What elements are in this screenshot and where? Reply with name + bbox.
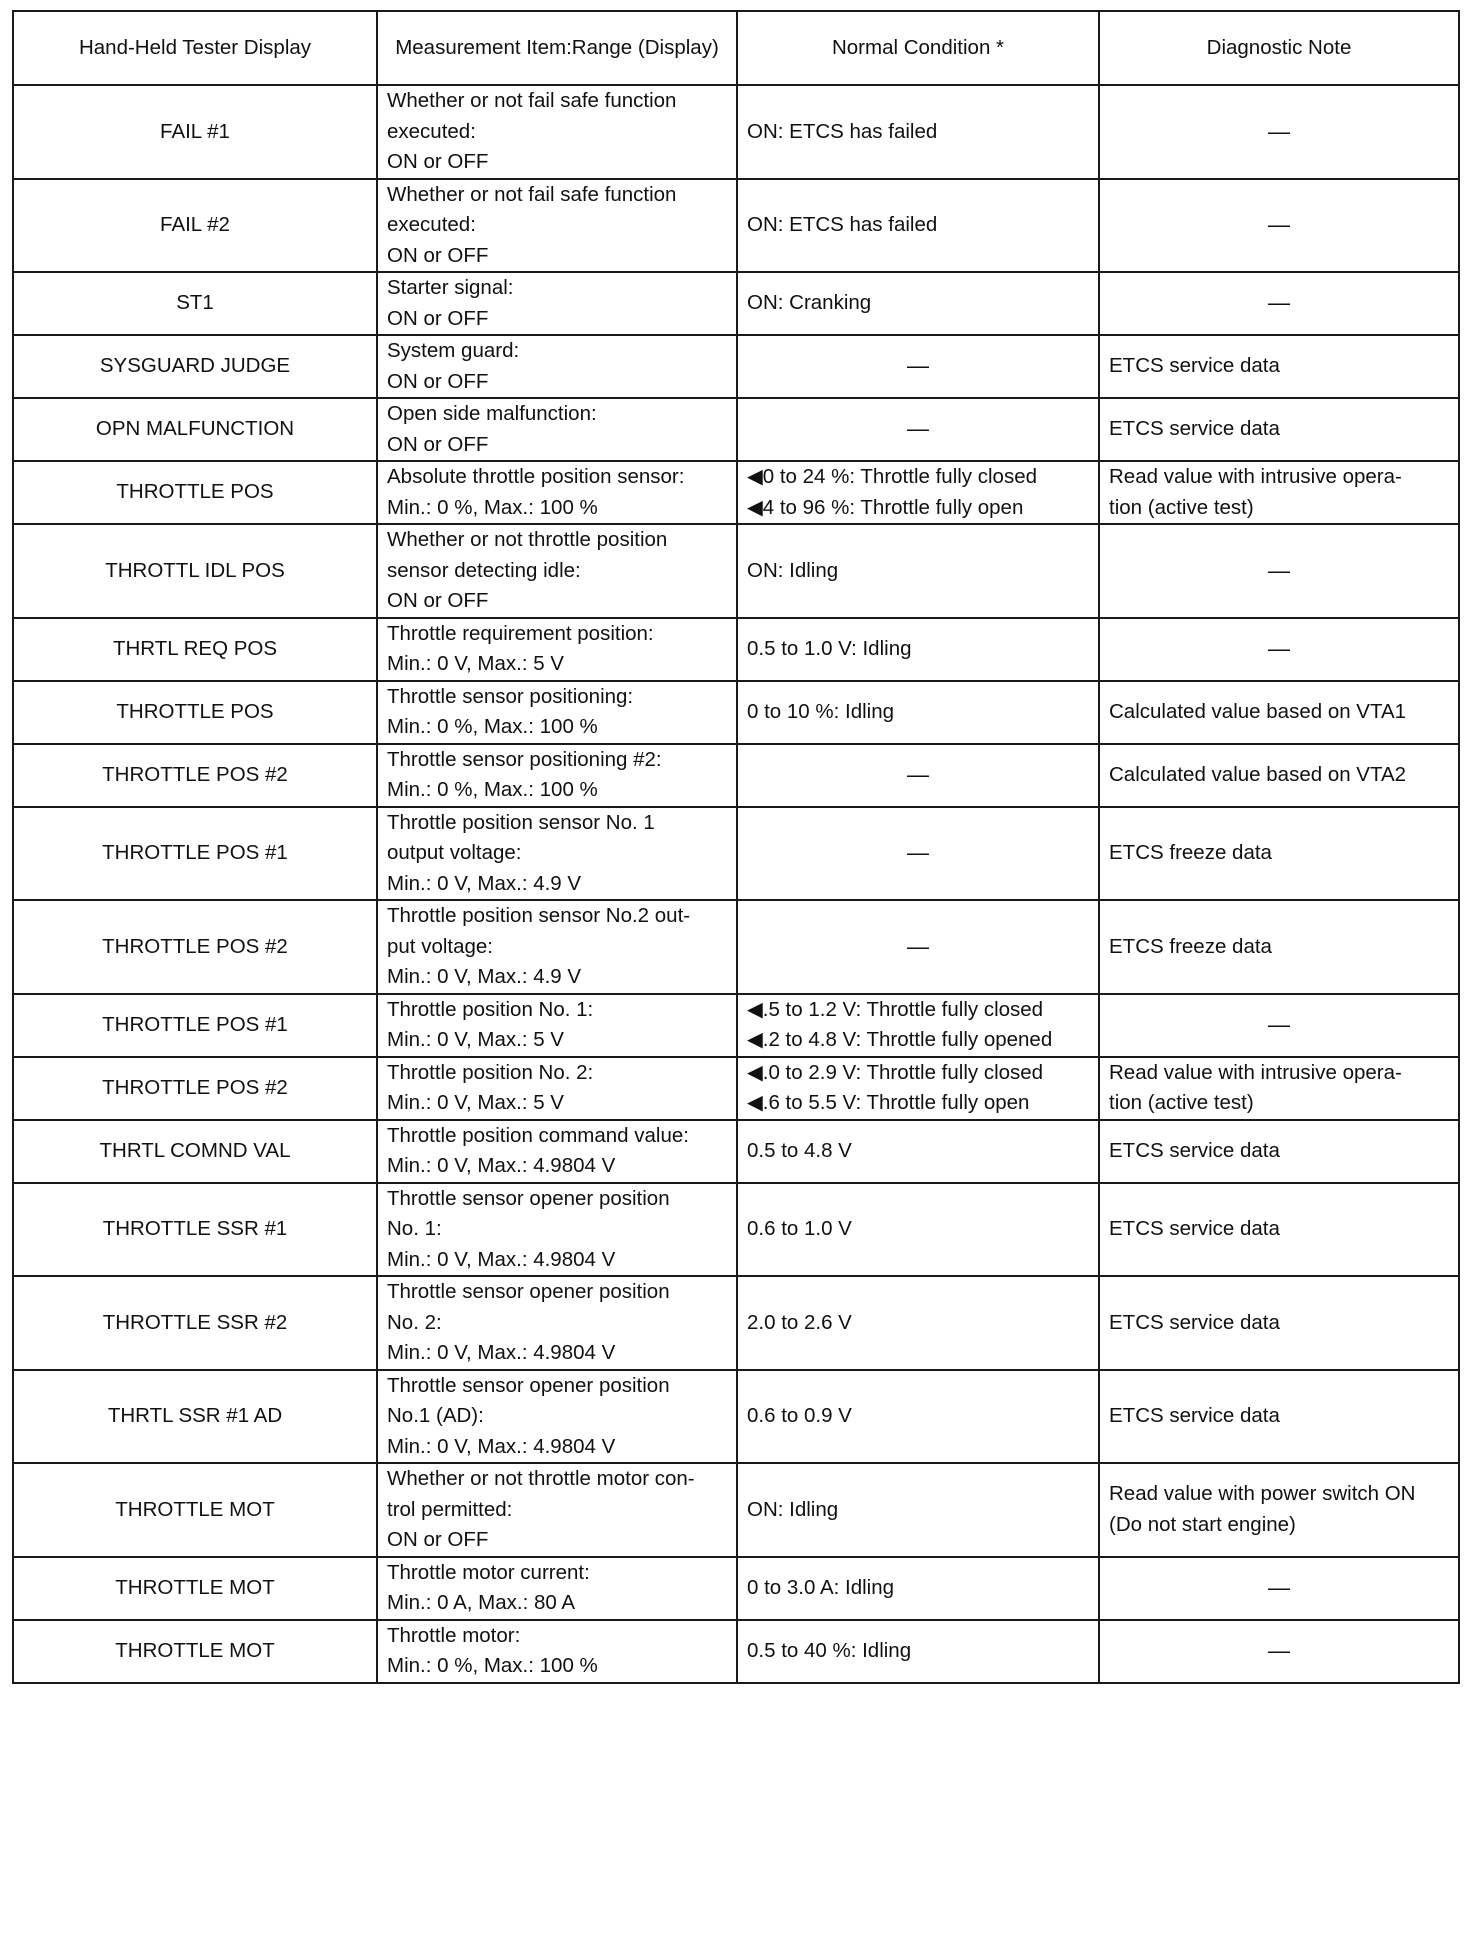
header-diagnostic-note: Diagnostic Note [1099, 11, 1459, 85]
table-row [13, 398, 1459, 461]
measurement-range-cell [377, 179, 737, 273]
table-row [13, 681, 1459, 744]
measurement-range-cell-line: Min.: 0 A, Max.: 80 A [387, 1591, 576, 1614]
empty-dash: — [907, 761, 929, 787]
normal-condition-cell [737, 1183, 1099, 1277]
measurement-range-cell-line: Min.: 0 %, Max.: 100 % [387, 1654, 598, 1677]
table-body [13, 85, 1459, 1683]
normal-condition-cell-line: ON: Idling [747, 1497, 839, 1521]
normal-condition-cell [737, 1463, 1099, 1557]
header-normal-condition: Normal Condition * [737, 11, 1099, 85]
normal-condition-cell [737, 272, 1099, 335]
measurement-range-cell [377, 1463, 737, 1557]
measurement-range-cell-line: Min.: 0 V, Max.: 4.9804 V [387, 1434, 616, 1458]
normal-condition-cell-line: 0.5 to 1.0 V: Idling [747, 636, 912, 660]
diagnostic-note-cell-line: ETCS freeze data [1109, 934, 1272, 958]
normal-condition-cell [737, 1276, 1099, 1370]
tester-display-cell: SYSGUARD JUDGE [13, 335, 377, 398]
measurement-range-cell [377, 744, 737, 807]
diagnostic-note-cell-line: ETCS service data [1109, 417, 1280, 441]
measurement-range-cell-line: Min.: 0 V, Max.: 4.9 V [387, 871, 582, 895]
normal-condition-cell-line: ON: Cranking [747, 291, 872, 315]
measurement-range-cell-line: executed: [387, 213, 476, 236]
measurement-range-cell-line: Absolute throttle position sensor: [387, 465, 685, 488]
measurement-range-cell-line: Min.: 0 %, Max.: 100 % [387, 495, 598, 519]
measurement-range-cell-line: Throttle motor: [387, 1623, 521, 1647]
tester-display-cell: THROTTLE POS #2 [13, 900, 377, 994]
measurement-range-cell-line: ON or OFF [387, 306, 489, 330]
measurement-range-cell-line: put voltage: [387, 934, 493, 958]
table-row [13, 1057, 1459, 1120]
diagnostic-note-cell [1099, 807, 1459, 901]
normal-condition-cell-line: 0.6 to 0.9 V [747, 1404, 852, 1427]
diagnostic-note-cell-line: Calculated value based on VTA2 [1109, 762, 1407, 786]
table-row [13, 461, 1459, 524]
diagnostic-note-cell-line: tion (active test) [1109, 495, 1254, 519]
empty-dash: — [1268, 635, 1290, 661]
diagnostic-note-cell [1099, 398, 1459, 461]
normal-condition-cell [737, 461, 1099, 524]
normal-condition-cell-line: ON: ETCS has failed [747, 119, 938, 143]
measurement-range-cell [377, 398, 737, 461]
normal-condition-cell [737, 524, 1099, 618]
table-row [13, 1557, 1459, 1620]
normal-condition-cell-line: ◀0 to 24 %: Throttle fully closed [747, 465, 1038, 488]
diagnostic-note-cell [1099, 744, 1459, 807]
measurement-range-cell-line: No. 2: [387, 1310, 442, 1334]
measurement-range-cell-line: No. 1: [387, 1217, 442, 1240]
empty-dash: — [907, 840, 929, 865]
diagnostic-note-cell-line: ETCS service data [1109, 1310, 1280, 1334]
table-row [13, 900, 1459, 994]
measurement-range-cell-line: Min.: 0 V, Max.: 4.9 V [387, 965, 582, 988]
measurement-range-cell [377, 1276, 737, 1370]
measurement-range-cell [377, 524, 737, 618]
measurement-range-cell-line: Throttle sensor opener position [387, 1280, 670, 1303]
measurement-range-cell [377, 335, 737, 398]
table-row [13, 179, 1459, 273]
empty-dash: — [907, 933, 929, 959]
normal-condition-cell [737, 335, 1099, 398]
measurement-range-cell-line: Throttle position sensor No. 1 [387, 810, 655, 834]
tester-display-cell: THROTTLE MOT [13, 1463, 377, 1557]
tester-display-cell: THROTTLE POS #2 [13, 744, 377, 807]
tester-display-cell: THROTTLE POS #1 [13, 807, 377, 901]
diagnostic-note-cell [1099, 1463, 1459, 1557]
diagnostic-note-cell [1099, 994, 1459, 1057]
measurement-range-cell-line: ON or OFF [387, 432, 489, 456]
tester-display-cell: FAIL #2 [13, 179, 377, 273]
measurement-range-cell-line: Min.: 0 V, Max.: 4.9804 V [387, 1341, 616, 1364]
normal-condition-cell-line: 2.0 to 2.6 V [747, 1310, 852, 1334]
measurement-range-cell-line: Whether or not fail safe function [387, 89, 677, 112]
tester-display-cell: THROTTLE POS #2 [13, 1057, 377, 1120]
normal-condition-cell [737, 398, 1099, 461]
diagnostic-note-cell [1099, 272, 1459, 335]
measurement-range-cell-line: Min.: 0 V, Max.: 4.9804 V [387, 1154, 616, 1177]
table-row [13, 1370, 1459, 1464]
diagnostic-note-cell [1099, 524, 1459, 618]
normal-condition-cell [737, 1557, 1099, 1620]
measurement-range-cell-line: Open side malfunction: [387, 402, 597, 425]
normal-condition-cell [737, 179, 1099, 273]
measurement-range-cell-line: Throttle sensor positioning #2: [387, 747, 662, 771]
measurement-range-cell-line: Whether or not throttle position [387, 528, 668, 551]
measurement-range-cell-line: System guard: [387, 339, 520, 362]
measurement-range-cell-line: Min.: 0 %, Max.: 100 % [387, 715, 598, 738]
tester-display-cell: THROTTLE POS #1 [13, 994, 377, 1057]
normal-condition-cell [737, 85, 1099, 179]
normal-condition-cell [737, 1120, 1099, 1183]
diagnostic-note-cell-line: ETCS service data [1109, 1138, 1280, 1162]
tester-display-cell: THROTTLE POS [13, 461, 377, 524]
normal-condition-cell-line: ON: ETCS has failed [747, 213, 938, 236]
normal-condition-cell [737, 807, 1099, 901]
measurement-range-cell-line: Min.: 0 V, Max.: 5 V [387, 652, 564, 675]
tester-display-cell: THRTL REQ POS [13, 618, 377, 681]
normal-condition-cell [737, 618, 1099, 681]
normal-condition-cell [737, 994, 1099, 1057]
normal-condition-cell-line: 0.5 to 4.8 V [747, 1138, 852, 1162]
normal-condition-cell [737, 1620, 1099, 1683]
table-row [13, 1183, 1459, 1277]
normal-condition-cell-line: ◀.5 to 1.2 V: Throttle fully closed [747, 997, 1044, 1021]
tester-display-cell: ST1 [13, 272, 377, 335]
measurement-range-cell-line: Whether or not fail safe function [387, 182, 677, 206]
measurement-range-cell [377, 807, 737, 901]
empty-dash: — [1268, 1574, 1290, 1600]
measurement-range-cell-line: Min.: 0 V, Max.: 4.9804 V [387, 1247, 616, 1271]
data-list-table [12, 10, 1460, 1684]
table-row [13, 994, 1459, 1057]
empty-dash: — [907, 416, 929, 442]
measurement-range-cell [377, 1557, 737, 1620]
measurement-range-cell-line: Min.: 0 V, Max.: 5 V [387, 1028, 564, 1051]
measurement-range-cell [377, 1057, 737, 1120]
measurement-range-cell-line: ON or OFF [387, 150, 489, 173]
empty-dash: — [1268, 1011, 1290, 1037]
table-row [13, 85, 1459, 179]
measurement-range-cell-line: Throttle position No. 2: [387, 1060, 594, 1084]
measurement-range-cell [377, 994, 737, 1057]
empty-dash: — [1268, 118, 1290, 144]
diagnostic-note-cell [1099, 618, 1459, 681]
diagnostic-note-cell [1099, 1620, 1459, 1683]
measurement-range-cell-line: executed: [387, 119, 476, 143]
diagnostic-note-cell-line: ETCS freeze data [1109, 841, 1272, 864]
normal-condition-cell [737, 744, 1099, 807]
diagnostic-note-cell [1099, 1120, 1459, 1183]
table-row [13, 272, 1459, 335]
measurement-range-cell-line: Throttle sensor positioning: [387, 684, 634, 708]
measurement-range-cell [377, 461, 737, 524]
measurement-range-cell-line: trol permitted: [387, 1497, 513, 1521]
tester-display-cell: THROTTLE MOT [13, 1620, 377, 1683]
diagnostic-note-cell-line: ETCS service data [1109, 1217, 1280, 1240]
measurement-range-cell-line: Min.: 0 V, Max.: 5 V [387, 1091, 564, 1114]
measurement-range-cell [377, 272, 737, 335]
measurement-range-cell-line: Throttle sensor opener position [387, 1186, 670, 1210]
normal-condition-cell-line: 0.6 to 1.0 V [747, 1217, 852, 1240]
measurement-range-cell [377, 85, 737, 179]
measurement-range-cell-line: sensor detecting idle: [387, 558, 581, 582]
normal-condition-cell-line: ◀.6 to 5.5 V: Throttle fully open [747, 1091, 1030, 1114]
diagnostic-note-cell-line: Calculated value based on VTA1 [1109, 699, 1407, 723]
tester-display-cell: OPN MALFUNCTION [13, 398, 377, 461]
measurement-range-cell [377, 1370, 737, 1464]
table-row [13, 335, 1459, 398]
measurement-range-cell [377, 1120, 737, 1183]
diagnostic-note-cell [1099, 1183, 1459, 1277]
normal-condition-cell-line: 0.5 to 40 %: Idling [747, 1638, 912, 1662]
tester-display-cell: THROTTLE SSR #1 [13, 1183, 377, 1277]
diagnostic-note-cell-line: ETCS service data [1109, 354, 1280, 378]
normal-condition-cell [737, 1057, 1099, 1120]
normal-condition-cell [737, 681, 1099, 744]
measurement-range-cell-line: ON or OFF [387, 369, 489, 393]
table-row [13, 1620, 1459, 1683]
empty-dash: — [1268, 290, 1290, 316]
diagnostic-note-cell [1099, 1057, 1459, 1120]
measurement-range-cell-line: Throttle position sensor No.2 out- [387, 904, 691, 927]
measurement-range-cell-line: ON or OFF [387, 1528, 489, 1551]
empty-dash: — [1268, 557, 1290, 583]
measurement-range-cell [377, 900, 737, 994]
diagnostic-note-cell-line: tion (active test) [1109, 1091, 1254, 1114]
measurement-range-cell [377, 1620, 737, 1683]
table-row [13, 744, 1459, 807]
tester-display-cell: THROTTL IDL POS [13, 524, 377, 618]
diagnostic-note-cell-line: Read value with intrusive opera- [1109, 1060, 1402, 1084]
normal-condition-cell-line: ◀4 to 96 %: Throttle fully open [747, 495, 1024, 519]
table-row [13, 1463, 1459, 1557]
measurement-range-cell-line: Throttle requirement position: [387, 621, 654, 645]
measurement-range-cell-line: ON or OFF [387, 243, 489, 267]
diagnostic-note-cell-line: (Do not start engine) [1109, 1512, 1296, 1536]
tester-display-cell: THROTTLE SSR #2 [13, 1276, 377, 1370]
table-row [13, 524, 1459, 618]
header-tester-display: Hand-Held Tester Display [13, 11, 377, 85]
measurement-range-cell-line: Whether or not throttle motor con- [387, 1467, 695, 1490]
measurement-range-cell-line: output voltage: [387, 841, 522, 864]
empty-dash: — [1268, 212, 1290, 237]
diagnostic-note-cell [1099, 900, 1459, 994]
measurement-range-cell [377, 681, 737, 744]
measurement-range-cell-line: Min.: 0 %, Max.: 100 % [387, 778, 598, 801]
tester-display-cell: FAIL #1 [13, 85, 377, 179]
table-row [13, 618, 1459, 681]
measurement-range-cell-line: Throttle sensor opener position [387, 1373, 670, 1397]
diagnostic-note-cell [1099, 681, 1459, 744]
empty-dash: — [907, 353, 929, 379]
normal-condition-cell [737, 900, 1099, 994]
diagnostic-note-cell [1099, 335, 1459, 398]
diagnostic-note-cell [1099, 1370, 1459, 1464]
header-measurement-item: Measurement Item:Range (Display) [377, 11, 737, 85]
diagnostic-note-cell [1099, 461, 1459, 524]
measurement-range-cell-line: Throttle motor current: [387, 1560, 590, 1584]
measurement-range-cell [377, 618, 737, 681]
measurement-range-cell-line: ON or OFF [387, 589, 489, 612]
diagnostic-note-cell-line: Read value with power switch ON [1109, 1482, 1416, 1506]
normal-condition-cell-line: 0 to 3.0 A: Idling [747, 1575, 895, 1599]
normal-condition-cell-line: ON: Idling [747, 558, 839, 582]
table-row [13, 807, 1459, 901]
diagnostic-note-cell [1099, 1557, 1459, 1620]
tester-display-cell: THROTTLE MOT [13, 1557, 377, 1620]
measurement-range-cell-line: No.1 (AD): [387, 1404, 484, 1427]
diagnostic-note-cell [1099, 179, 1459, 273]
tester-display-cell: THRTL SSR #1 AD [13, 1370, 377, 1464]
table-row [13, 1120, 1459, 1183]
tester-display-cell: THRTL COMND VAL [13, 1120, 377, 1183]
table-row [13, 1276, 1459, 1370]
normal-condition-cell-line: 0 to 10 %: Idling [747, 699, 895, 723]
normal-condition-cell-line: ◀.2 to 4.8 V: Throttle fully opened [747, 1028, 1053, 1051]
measurement-range-cell-line: Starter signal: [387, 276, 514, 299]
measurement-range-cell [377, 1183, 737, 1277]
diagnostic-note-cell-line: Read value with intrusive opera- [1109, 465, 1402, 488]
diagnostic-note-cell [1099, 85, 1459, 179]
measurement-range-cell-line: Throttle position No. 1: [387, 997, 594, 1021]
data-list-sheet [12, 10, 1458, 1684]
measurement-range-cell-line: Throttle position command value: [387, 1123, 689, 1147]
normal-condition-cell-line: ◀.0 to 2.9 V: Throttle fully closed [747, 1060, 1044, 1084]
tester-display-cell: THROTTLE POS [13, 681, 377, 744]
normal-condition-cell [737, 1370, 1099, 1464]
diagnostic-note-cell-line: ETCS service data [1109, 1404, 1280, 1427]
empty-dash: — [1268, 1637, 1290, 1663]
diagnostic-note-cell [1099, 1276, 1459, 1370]
table-header-row [13, 11, 1459, 85]
